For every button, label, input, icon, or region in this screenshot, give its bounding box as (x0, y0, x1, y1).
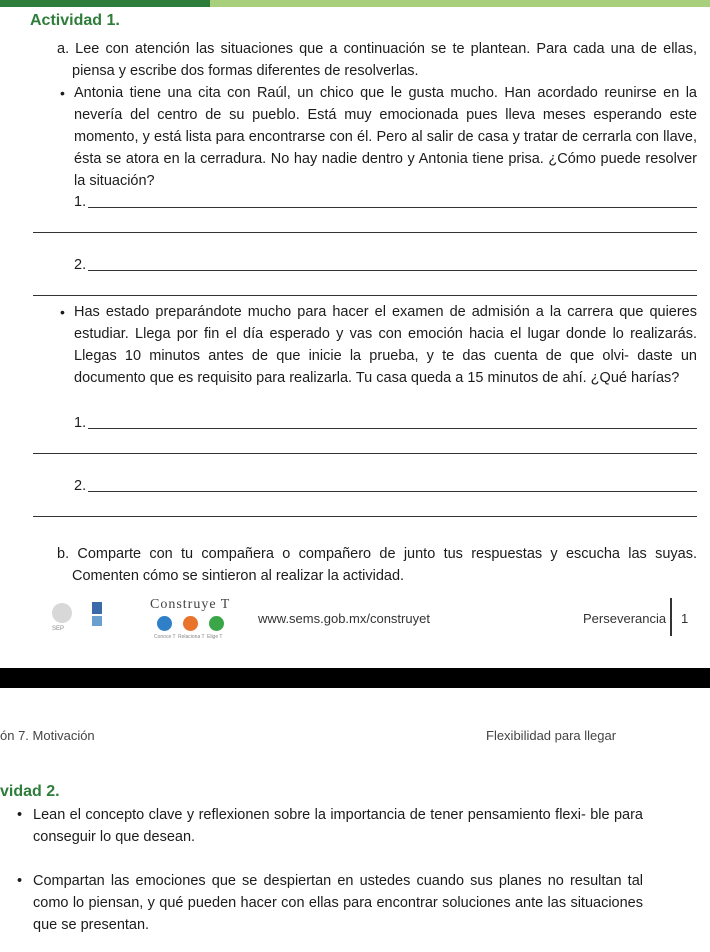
answer-line[interactable] (88, 428, 697, 429)
pnud-logo-icon (92, 616, 102, 626)
answer-line[interactable] (33, 516, 697, 517)
situation-1 (60, 82, 697, 192)
construye-t-brand: Construye T (150, 597, 231, 612)
answer-line[interactable] (88, 491, 697, 492)
page2-bullet-1-text: Lean el concepto clave y reflexionen sobre la importancia de tener pensamiento flexi- ble para conseguir lo que desean. (33, 807, 643, 845)
sep-seal-icon (52, 603, 72, 623)
answer-label-1: 1. (74, 194, 87, 210)
answer-label-1: 1. (74, 415, 87, 431)
footer-divider (670, 598, 672, 636)
page2-header-left: ón 7. Motivación (0, 728, 95, 743)
page2-activity-title: vidad 2. (0, 783, 60, 800)
top-bar-dark (0, 0, 210, 7)
elige-t-icon (209, 616, 224, 631)
instruction-a: a. Lee con atención las situaciones que a continuación se te plantean. Para cada una de ellas, piensa y escribe dos formas diferentes de resolverlas. (57, 41, 697, 79)
situation-1-text: Antonia tiene una cita con Raúl, un chico que le gusta mucho. Han acordado reunirse en la nevería del centro de su pueblo. Está muy emocionada pues lleva meses esperando este momento, y está lista para encontrarse con él. Pero al salir de casa y tratar de cerrarla con llave, ésta se atora en la cerradura. No hay nadie dentro y Antonia tiene prisa. ¿Cómo puede resolver la situación? (74, 85, 697, 189)
un-logo-icon (92, 602, 102, 614)
elige-t-label: Elige T (207, 634, 223, 640)
footer-url[interactable]: www.sems.gob.mx/construyet (258, 611, 430, 626)
conoce-t-label: Conoce T (154, 634, 176, 640)
footer-section: Perseverancia (583, 611, 667, 626)
answer-line[interactable] (33, 295, 697, 296)
page2-bullet-2-text: Compartan las emociones que se despiertan en ustedes cuando sus planes no resultan tal como lo piensan, y qué pueden hacer con ellas para encontrar soluciones ante las situaciones que se presentan. (33, 873, 643, 933)
answer-label-2: 2. (74, 257, 87, 273)
bullet-icon: • (17, 807, 23, 823)
instruction-b: b. Comparte con tu compañera o compañero de junto tus respuestas y escucha las suyas. Comenten cómo se sintieron al realizar la actividad. (57, 546, 697, 584)
bullet-icon: • (60, 85, 65, 101)
answer-label-2: 2. (74, 478, 87, 494)
activity-title: Actividad 1. (30, 12, 120, 29)
situation-2 (60, 301, 697, 389)
relaciona-t-label: Relaciona T (178, 634, 205, 640)
page2-header-right: Flexibilidad para llegar (486, 728, 617, 743)
page-separator (0, 668, 710, 688)
page2-bullet-2 (17, 870, 643, 936)
bullet-icon: • (17, 873, 23, 889)
situation-2-text: Has estado preparándote mucho para hacer el examen de admisión a la carrera que quieres estudiar. Llega por fin el día esperado y vas con emoción hacia el lugar donde lo realizarás. Llegas 10 minutos antes de que inicie la prueba, y te das cuenta de que olvi- daste un documento que es requisito para realizarla. Tu casa queda a 15 minutos de ahí. ¿Qué harías? (74, 304, 697, 386)
answer-line[interactable] (33, 232, 697, 233)
page2-bullet-1 (17, 804, 643, 848)
top-bar-light (210, 0, 710, 7)
bullet-icon: • (60, 304, 65, 320)
relaciona-t-icon (183, 616, 198, 631)
answer-line[interactable] (33, 453, 697, 454)
answer-line[interactable] (88, 270, 697, 271)
page-number: 1 (681, 611, 689, 626)
answer-line[interactable] (88, 207, 697, 208)
sep-logo-text: SEP (52, 626, 65, 632)
conoce-t-icon (157, 616, 172, 631)
